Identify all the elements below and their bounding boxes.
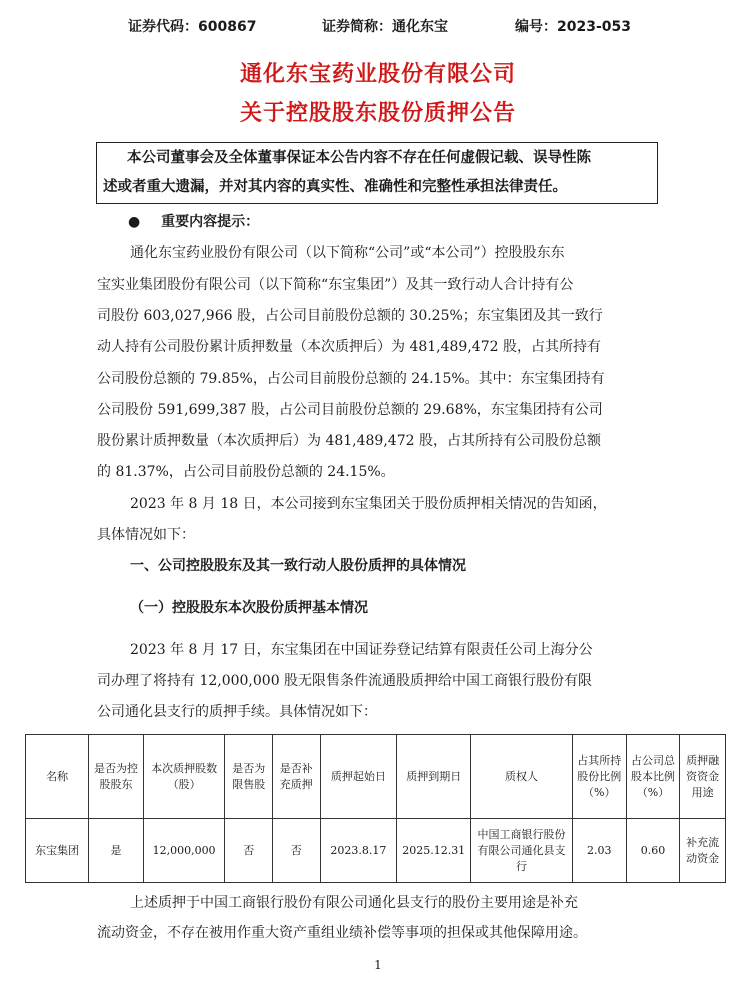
disclaimer-line: 述或者重大遗漏，并对其内容的真实性、准确性和完整性承担法律责任。 — [103, 179, 567, 195]
notice-line: 具体情况如下： — [97, 527, 195, 543]
table-cell: 2023.8.17 — [320, 819, 397, 883]
table-cell: 是 — [89, 819, 143, 883]
stock-abbreviation: 证券简称：通化东宝 — [322, 19, 448, 35]
usage-line: 上述质押于中国工商银行股份有限公司通化县支行的股份主要用途是补充 — [130, 895, 578, 911]
paragraph-line: 动人持有公司股份累计质押数量（本次质押后）为 481,489,472 股，占其所持有 — [97, 339, 601, 355]
disclaimer-line: 本公司董事会及全体董事保证本公告内容不存在任何虚假记载、误导性陈 — [127, 150, 591, 166]
table-header-cell: 质押到期日 — [397, 735, 471, 819]
table-header-cell: 质权人 — [471, 735, 573, 819]
announcement-title: 关于控股股东股份质押公告 — [239, 101, 516, 126]
key-points-heading-text: 重要内容提示： — [161, 214, 260, 230]
page-number: 1 — [374, 958, 382, 972]
table-header-cell: 质押融资资金用途 — [680, 735, 726, 819]
paragraph-line: 司股份 603,027,966 股，占公司目前股份总额的 30.25%；东宝集团及其一致行 — [97, 308, 603, 324]
bullet-icon: ● — [128, 214, 141, 230]
paragraph-line: 的 81.37%，占公司目前股份总额的 24.15%。 — [97, 464, 395, 480]
table-header-cell: 是否补充质押 — [272, 735, 320, 819]
paragraph-line: 宝实业集团股份有限公司（以下简称“东宝集团”）及其一致行动人合计持有公 — [97, 277, 574, 293]
subsection-heading: （一）控股股东本次股份质押基本情况 — [130, 600, 368, 616]
notice-line: 2023 年 8 月 18 日，本公司接到东宝集团关于股份质押相关情况的告知函， — [130, 496, 607, 512]
company-title: 通化东宝药业股份有限公司 — [239, 62, 516, 87]
table-cell: 否 — [225, 819, 273, 883]
detail-line: 2023 年 8 月 17 日，东宝集团在中国证券登记结算有限责任公司上海分公 — [130, 642, 593, 658]
disclaimer-box — [96, 142, 658, 204]
table-header-cell: 是否为控股股东 — [89, 735, 143, 819]
table-row — [26, 819, 726, 883]
usage-line: 流动资金，不存在被用作重大资产重组业绩补偿等事项的担保或其他保障用途。 — [97, 925, 587, 941]
table-cell: 中国工商银行股份有限公司通化县支行 — [471, 819, 573, 883]
section-heading: 一、公司控股股东及其一致行动人股份质押的具体情况 — [130, 558, 466, 574]
detail-line: 司办理了将持有 12,000,000 股无限售条件流通股质押给中国工商银行股份有限 — [97, 673, 593, 689]
document-number: 编号：2023-053 — [515, 19, 631, 35]
table-header-cell: 占其所持股份比例（%） — [572, 735, 626, 819]
table-header-cell: 名称 — [26, 735, 89, 819]
table-header-cell: 是否为限售股 — [225, 735, 273, 819]
table-cell: 2025.12.31 — [397, 819, 471, 883]
paragraph-line: 公司股份 591,699,387 股，占公司目前股份总额的 29.68%，东宝集团持有公司 — [97, 402, 603, 418]
stock-code: 证券代码：600867 — [128, 19, 257, 35]
key-points-heading — [128, 212, 259, 232]
paragraph-line: 通化东宝药业股份有限公司（以下简称“公司”或“本公司”）控股股东东 — [130, 245, 565, 261]
table-header-cell: 占公司总股本比例（%） — [626, 735, 680, 819]
table-header-row — [26, 735, 726, 819]
table-cell: 2.03 — [572, 819, 626, 883]
table-cell: 0.60 — [626, 819, 680, 883]
table-header-cell: 质押起始日 — [320, 735, 397, 819]
paragraph-line: 股份累计质押数量（本次质押后）为 481,489,472 股，占其所持有公司股份总额 — [97, 433, 601, 449]
table-cell: 否 — [272, 819, 320, 883]
table-cell: 东宝集团 — [26, 819, 89, 883]
detail-line: 公司通化县支行的质押手续。具体情况如下： — [97, 704, 377, 720]
pledge-table — [25, 734, 726, 883]
table-header-cell: 本次质押股数（股） — [143, 735, 225, 819]
table-cell: 补充流动资金 — [680, 819, 726, 883]
paragraph-line: 公司股份总额的 79.85%，占公司目前股份总额的 24.15%。其中：东宝集团持有 — [97, 371, 605, 387]
table-cell: 12,000,000 — [143, 819, 225, 883]
document-header — [0, 16, 756, 38]
